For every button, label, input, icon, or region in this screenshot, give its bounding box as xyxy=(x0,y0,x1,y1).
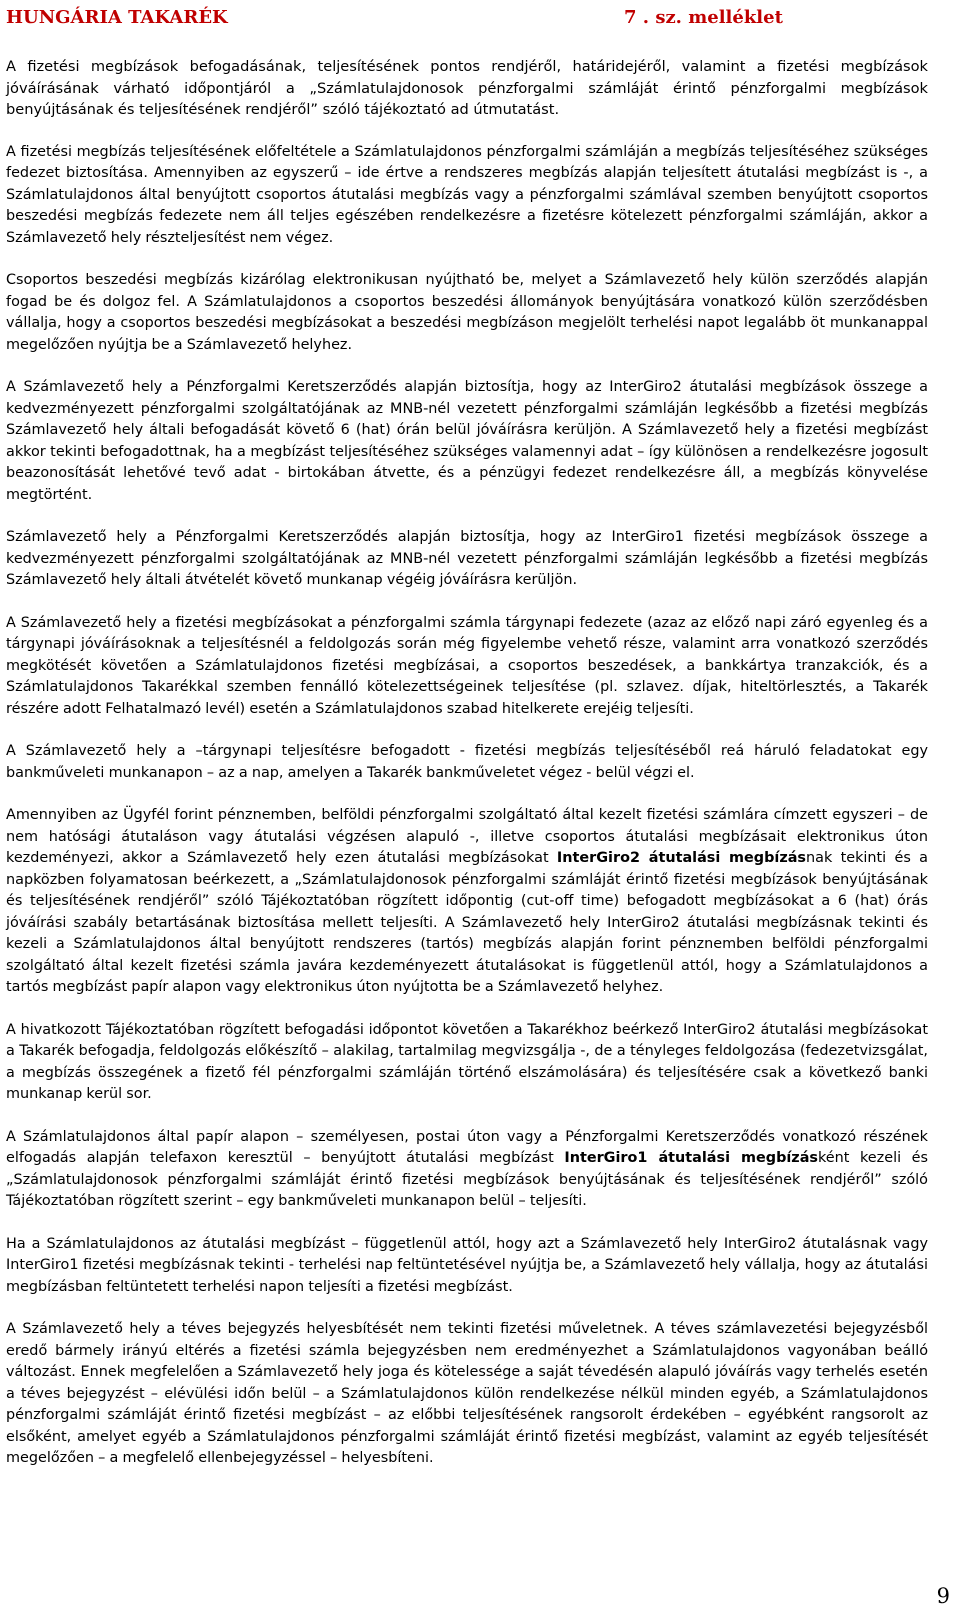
paragraph-8-bold-term: InterGiro2 átutalási megbízás xyxy=(556,850,806,866)
paragraph-8 xyxy=(6,805,928,999)
paragraph-10 xyxy=(6,1127,928,1213)
page-number: 9 xyxy=(936,1584,950,1608)
paragraph-10-bold-term: InterGiro1 átutalási megbízás xyxy=(564,1150,818,1166)
paragraph-11: Ha a Számlatulajdonos az átutalási megbízást – függetlenül attól, hogy azt a Számlavezető hely InterGiro2 átutalásnak vagy InterGiro1 fizetési megbízásnak tekinti - terhelési nap feltüntetésével nyújtja be, a Számlavezető hely vállalja, hogy az átutalási megbízásban feltüntetett terhelési napon teljesíti a fizetési megbízást. xyxy=(6,1235,928,1295)
header-annex-label: 7 . sz. melléklet xyxy=(624,7,783,28)
paragraph-8-text-after: nak tekinti és a napközben folyamatosan beérkezett, a „Számlatulajdonosok pénzforgalmi számláját érintő fizetési megbízások benyújtásának és teljesítésének rendjéről” szóló Tájékoztatóban rögzített időpontig (cut-off time) befogadott megbízásokat a 6 (hat) órás jóváírási szabály betartásának biztosítása mellett teljesíti. A Számlavezető hely InterGiro2 átutalási megbízásnak tekinti és kezeli a Számlatulajdonos által benyújtott rendszeres (tartós) megbízás alapján forint pénznemben belföldi pénzforgalmi szolgáltató által kezelt fizetési számla javára kezdeményezett átutalásokat is függetlenül attól, hogy a Számlatulajdonos a tartós megbízást papír alapon vagy elektronikus úton nyújtotta be a Számlavezető helyhez. xyxy=(6,850,928,995)
document-body xyxy=(6,56,928,1491)
paragraph-2: A fizetési megbízás teljesítésének előfeltétele a Számlatulajdonos pénzforgalmi számláján a megbízás teljesítéséhez szükséges fedezet biztosítása. Amennyiben az egyszerű – ide értve a rendszeres megbízás alapján teljesített átutalási megbízást is -, a Számlatulajdonos által benyújtott csoportos átutalási megbízás vagy a pénzforgalmi számlával szemben benyújtott csoportos beszedési megbízás fedezete nem áll teljes egészében rendelkezésre a fizetésre kötelezett pénzforgalmi számláján, akkor a Számlavezető hely részteljesítést nem végez. xyxy=(6,143,928,246)
paragraph-8-text-before: Amennyiben az Ügyfél forint pénznemben, belföldi pénzforgalmi szolgáltató által kezelt fizetési számlára címzett egyszeri – de nem hatósági átutaláson vagy átutalási végzésen alapuló -, illetve csoportos átutalási megbízásait elektronikus úton kezdeményezi, akkor a Számlavezető hely ezen átutalási megbízásokat xyxy=(6,807,928,866)
paragraph-7: A Számlavezető hely a –tárgynapi teljesítésre befogadott - fizetési megbízás teljesítéséből reá háruló feladatokat egy bankműveleti munkanapon – az a nap, amelyen a Takarék bankműveletet végez - belül végzi el. xyxy=(6,743,928,781)
paragraph-10-text-before: A Számlatulajdonos által papír alapon – személyesen, postai úton vagy a Pénzforgalmi Keretszerződés vonatkozó részének elfogadás alapján telefaxon keresztül – benyújtott átutalási megbízást xyxy=(6,1128,928,1166)
paragraph-6: A Számlavezető hely a fizetési megbízásokat a pénzforgalmi számla tárgynapi fedezete (azaz az előző napi záró egyenleg és a tárgynapi jóváírásoknak a teljesítésnél a feldolgozás során még figyelembe vehető része, valamint arra vonatkozó szerződés megkötését követően a Számlatulajdonos fizetési megbízásai, a csoportos beszedések, a bankkártya tranzakciók, és a Számlatulajdonos Takarékkal szemben fennálló kötelezettségeinek teljesítése (pl. szlavez. díjak, hiteltörlesztés, a Takarék részére adott Felhatalmazó levél) esetén a Számlatulajdonos szabad hitelkerete erejéig teljesíti. xyxy=(6,614,928,717)
paragraph-10-text-after: ként kezeli és „Számlatulajdonosok pénzforgalmi számláját érintő fizetési megbízások benyújtásának és teljesítésének rendjéről” szóló Tájékoztatóban rögzített szerint – egy bankműveleti munkanapon belül – teljesíti. xyxy=(6,1150,928,1209)
paragraph-5: Számlavezető hely a Pénzforgalmi Keretszerződés alapján biztosítja, hogy az InterGiro1 fizetési megbízások összege a kedvezményezett pénzforgalmi szolgáltatójának az MNB-nél vezetett pénzforgalmi számláján legkésőbb a fizetési megbízás Számlavezető hely általi átvételét követő munkanap végéig jóváírásra kerüljön. xyxy=(6,529,928,588)
paragraph-9: A hivatkozott Tájékoztatóban rögzített befogadási időpontot követően a Takarékhoz beérkező InterGiro2 átutalási megbízásokat a Takarék befogadja, feldolgozás előkészítő – alakilag, tartalmilag megvizsgálja -, de a tényleges feldolgozása (fedezetvizsgálat, a megbízás összegének a fizető fél pénzforgalmi számláján történő elszámolására) és teljesítésére csak a következő banki munkanap kerül sor. xyxy=(6,1021,928,1102)
paragraph-1: A fizetési megbízások befogadásának, teljesítésének pontos rendjéről, határidejéről, valamint a fizetési megbízások jóváírásának várható időpontjáról a „Számlatulajdonosok pénzforgalmi számláját érintő pénzforgalmi megbízások benyújtásának és teljesítésének rendjéről” szóló tájékoztató ad útmutatást. xyxy=(6,58,928,118)
paragraph-12: A Számlavezető hely a téves bejegyzés helyesbítését nem tekinti fizetési műveletnek. A téves számlavezetési bejegyzésből eredő bármely irányú eltérés a fizetési számla bejegyzésben nem eredményezhet a Számlatulajdonos vagyonában beálló változást. Ennek megfelelően a Számlavezető hely joga és kötelessége a saját tévedésén alapuló jóváírás vagy terhelés esetén a téves bejegyzést – elévülési időn belül – a Számlatulajdonos külön rendelkezése nélkül minden egyéb, a Számlatulajdonos pénzforgalmi számláját érintő fizetési megbízást – az előbbi teljesítésének rangsorolt érdekében – egyébként rangsorolt az elsőként, amelyet egyéb a Számlatulajdonos pénzforgalmi számláját érintő fizetési megbízást, valamint az egyéb teljesítését megelőzően – a megfelelő ellenbejegyzéssel – helyesbíteni. xyxy=(6,1321,928,1466)
paragraph-3: Csoportos beszedési megbízás kizárólag elektronikusan nyújtható be, melyet a Számlavezető hely külön szerződés alapján fogad be és dolgoz fel. A Számlatulajdonos a csoportos beszedési állományok benyújtására vonatkozó külön szerződésben vállalja, hogy a csoportos beszedési megbízásokat a beszedési megbízáson megjelölt terhelési napot legalább öt munkanappal megelőzően nyújtja be a Számlavezető helyhez. xyxy=(6,272,928,353)
paragraph-4: A Számlavezető hely a Pénzforgalmi Keretszerződés alapján biztosítja, hogy az InterGiro2 átutalási megbízások összege a kedvezményezett pénzforgalmi szolgáltatójának az MNB-nél vezetett pénzforgalmi számláján legkésőbb a fizetési megbízás Számlavezető hely általi befogadását követő 6 (hat) órán belül jóváírásra kerüljön. A Számlavezető hely a fizetési megbízást akkor tekinti befogadottnak, ha a megbízást teljesítéséhez szükséges valamennyi adat – így különösen a rendelkezésre jogosult beazonosítását lehetővé tevő adat - birtokában átvette, és a pénzügyi fedezet rendelkezésre áll, a megbízás könyvelése megtörtént. xyxy=(6,379,928,503)
header-bank-name: HUNGÁRIA TAKARÉK xyxy=(6,7,228,28)
page-header xyxy=(6,4,936,32)
